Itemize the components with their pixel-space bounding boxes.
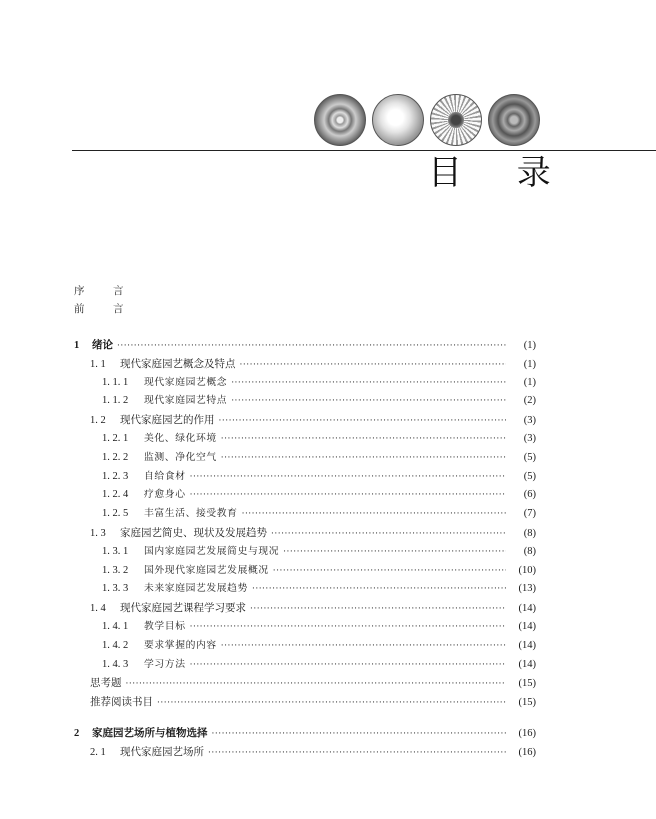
dot-leader [231,392,506,411]
toc-entry-number: 1. 2 [90,415,106,427]
dot-leader [208,744,506,763]
toc-entry-title: 思考题 [90,677,122,690]
toc-entry-title: 国外现代家庭园艺发展概况 [144,564,269,576]
toc-entry-title: 现代家庭园艺的作用 [120,414,215,427]
toc-entry-page: (15) [518,697,536,709]
front-matter-preface[interactable]: 序 言 [74,285,133,297]
toc-entry-page: (1) [523,376,536,388]
toc-entry[interactable] [74,543,536,562]
toc-entry-page: (3) [523,432,536,444]
toc-entry[interactable] [74,524,536,543]
toc-entry-title: 家庭园艺简史、现状及发展趋势 [120,526,267,539]
toc-entry[interactable] [74,336,536,355]
toc-entry[interactable] [74,724,536,743]
toc-entry[interactable] [74,674,536,693]
toc-entry-title: 监测、净化空气 [144,451,217,463]
toc-entry-page: (1) [523,340,536,351]
front-matter [74,282,133,318]
toc-entry-number: 1. 3 [90,527,106,539]
toc-entry-title: 教学目标 [144,620,186,632]
dot-leader [126,675,507,694]
toc-entry-number: 1. 2. 4 [102,489,129,501]
toc-entry-title: 现代家庭园艺概念及特点 [120,357,236,370]
camellia-flower-icon [488,94,540,146]
toc-entry-number: 1. 3. 3 [102,583,129,595]
toc-entry[interactable] [74,599,536,618]
toc-entry[interactable] [74,580,536,599]
toc-entry[interactable] [74,693,536,712]
toc-entry-title: 现代家庭园艺课程学习要求 [120,602,246,615]
toc-entry-title: 美化、绿化环境 [144,432,217,444]
toc-entry-number: 1. 2. 1 [102,432,129,444]
toc-entry-number: 1. 1. 1 [102,376,129,388]
dot-leader [117,337,506,356]
toc-entry[interactable] [74,618,536,637]
dot-leader [157,694,506,713]
toc-entry-title: 家庭园艺场所与植物选择 [92,726,208,739]
page-title: 目 录 [428,153,573,193]
dot-leader [219,412,507,431]
toc-entry[interactable] [74,468,536,487]
toc-entry-page: (14) [518,620,536,632]
toc-entry-title: 学习方法 [144,658,186,670]
toc-entry-title: 现代家庭园艺概念 [144,376,228,388]
dot-leader [221,449,506,468]
flower-banner [314,94,554,146]
toc-entry-page: (14) [518,603,536,615]
front-matter-foreword[interactable]: 前 言 [74,303,133,315]
toc-entry-title: 现代家庭园艺场所 [120,745,204,758]
dot-leader [250,600,506,619]
toc-entry-page: (14) [518,658,536,670]
toc-entry-title: 疗愈身心 [144,489,186,501]
toc-entry-number: 1. 3. 1 [102,545,129,557]
toc-entry-page: (13) [518,583,536,595]
toc-entry-number: 1. 3. 2 [102,564,129,576]
toc-entry-page: (8) [523,527,536,539]
toc-entry[interactable] [74,355,536,374]
toc-entry[interactable] [74,656,536,675]
toc-entry-page: (5) [523,451,536,463]
daisy-flower-icon [430,94,482,146]
toc-entry-number: 1. 4 [90,603,106,615]
toc-entry-number: 1. 4. 3 [102,658,129,670]
toc-entry-title: 要求掌握的内容 [144,639,217,651]
toc-entry-title: 推荐阅读书目 [90,696,153,709]
toc-entry[interactable] [74,505,536,524]
dot-leader [190,656,506,675]
dot-leader [273,562,506,581]
dot-leader [252,580,506,599]
toc-entry-page: (6) [523,489,536,501]
dot-leader [231,374,506,393]
toc-entry-page: (16) [518,746,536,758]
toc-entry[interactable] [74,411,536,430]
toc-entry[interactable] [74,430,536,449]
toc-entry-title: 自给食材 [144,470,186,482]
dot-leader [212,725,507,744]
white-rose-flower-icon [372,94,424,146]
toc-entry-number: 1. 1. 2 [102,395,129,407]
toc-entry-number: 2 [74,727,80,739]
toc-entry-number: 1. 4. 2 [102,639,129,651]
toc-entry-page: (7) [523,508,536,520]
toc-entry-title: 丰富生活、接受教育 [144,508,238,520]
toc-entry-page: (5) [523,470,536,482]
toc-entry-number: 1. 1 [90,358,106,370]
dot-leader [190,618,506,637]
toc-entry-title: 国内家庭园艺发展简史与现况 [144,545,280,557]
dot-leader [271,525,506,544]
toc-entry-page: (3) [523,415,536,427]
toc-entry-title: 现代家庭园艺特点 [144,395,228,407]
toc-entry-title: 未来家庭园艺发展趋势 [144,583,248,595]
toc-entry-page: (14) [518,639,536,651]
toc-entry[interactable] [74,449,536,468]
header-rule [72,150,656,151]
toc-entry[interactable] [74,637,536,656]
toc-entry-page: (15) [518,678,536,690]
toc-entry-number: 1. 4. 1 [102,620,129,632]
toc-entry-page: (10) [518,564,536,576]
toc-entry-number: 1. 2. 5 [102,508,129,520]
toc-entry[interactable] [74,562,536,581]
toc-entry[interactable] [74,486,536,505]
toc-entry-page: (8) [523,545,536,557]
rose-flower-icon [314,94,366,146]
toc-entry-number: 2. 1 [90,746,106,758]
toc-entry-number: 1. 2. 2 [102,451,129,463]
dot-leader [190,486,506,505]
toc-entry-number: 1. 2. 3 [102,470,129,482]
dot-leader [242,505,506,524]
dot-leader [283,543,506,562]
toc-entry-number: 1 [74,340,80,351]
toc-entry[interactable] [74,374,536,393]
dot-leader [221,637,506,656]
table-of-contents [74,336,536,762]
toc-entry-page: (16) [518,727,536,739]
toc-entry-page: (1) [523,358,536,370]
dot-leader [240,356,507,375]
dot-leader [190,468,506,487]
toc-entry[interactable] [74,743,536,762]
toc-entry-title: 绪论 [92,339,113,351]
toc-entry[interactable] [74,392,536,411]
toc-entry-page: (2) [523,395,536,407]
dot-leader [221,430,506,449]
